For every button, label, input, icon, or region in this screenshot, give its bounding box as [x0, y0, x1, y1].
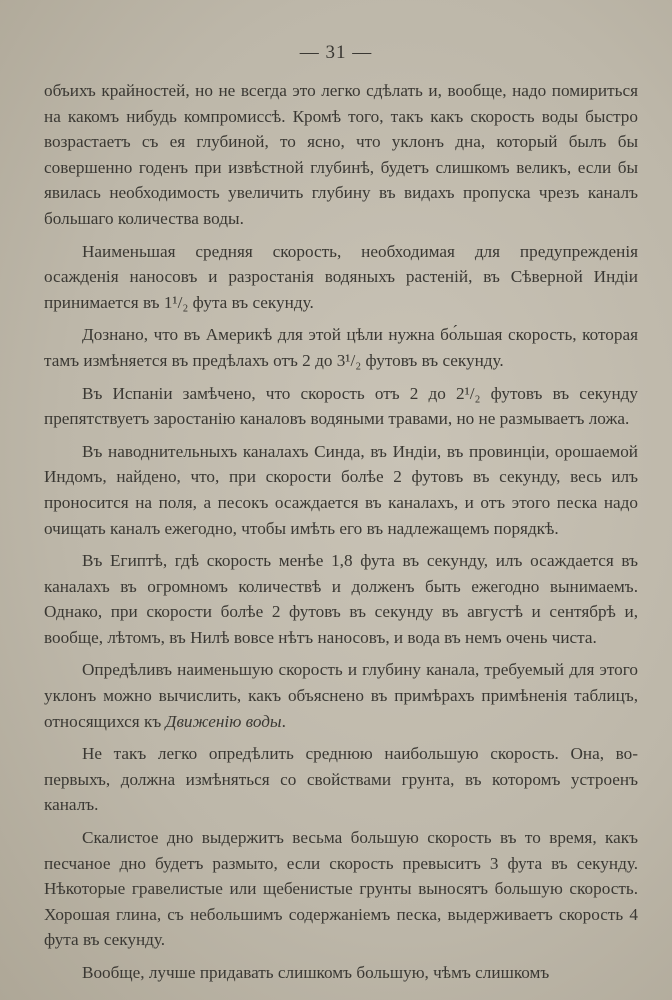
italic-trailer: .: [281, 711, 286, 731]
paragraph-3: Дознано, что въ Америкѣ для этой цѣли нужна бо́льшая скорость, которая тамъ измѣняется въ предѣлахъ отъ 2 до 3¹/₂ футовъ въ секунду.: [44, 325, 638, 370]
page-number: — 31 —: [299, 42, 373, 63]
paragraph-2: Наименьшая средняя скорость, необходимая для предупрежденія осажденія наносовъ и разростанія водяныхъ растеній, въ Сѣверной Индіи принимается въ 1¹/₂ фута въ секунду.: [44, 241, 638, 312]
paragraph-9: Скалистое дно выдержитъ весьма большую скорость въ то время, какъ песчаное дно будетъ размыто, если скорость превыситъ 3 фута въ секунду. Нѣкоторые гравелистые или щебенистые грунты выносятъ большую скорость. Хорошая глина, съ небольшимъ содержаніемъ песка, выдерживаетъ скорость 4 фута въ секунду.: [44, 828, 638, 950]
paragraph-6: Въ Египтѣ, гдѣ скорость менѣе 1,8 фута въ секунду, илъ осаждается въ каналахъ въ огромномъ количествѣ и долженъ быть ежегодно вынимаемъ. Однако, при скорости болѣе 2 футовъ въ секунду въ августѣ и сентябрѣ и, вообще, лѣтомъ, въ Нилѣ вовсе нѣтъ наносовъ, и вода въ немъ очень чиста.: [44, 551, 638, 647]
paragraph-1: объихъ крайностей, но не всегда это легко сдѣлать и, вообще, надо помириться на какомъ нибудь компромиссѣ. Кромѣ того, такъ какъ скорость воды быстро возрастаетъ съ ея глубиной, то ясно, что уклонъ дна, который былъ бы совершенно годенъ при извѣстной глубинѣ, будетъ слишкомъ великъ, если бы явилась необходимость увеличить глубину въ видахъ пропуска чрезъ каналъ большаго количества воды.: [44, 81, 638, 228]
paragraph-10: Вообще, лучше придавать слишкомъ большую, чѣмъ слишкомъ: [82, 963, 550, 982]
paragraph-7: [44, 657, 638, 734]
paragraph-5: Въ наводнительныхъ каналахъ Синда, въ Индіи, въ провинціи, орошаемой Индомъ, найдено, что, при скорости болѣе 2 футовъ въ секунду, весь илъ проносится на поля, а песокъ осаждается въ каналахъ, и отъ этого песка надо очищать каналъ ежегодно, чтобы имѣть его въ надлежащемъ порядкѣ.: [44, 441, 638, 538]
italic-reference: Движенію воды: [165, 711, 282, 731]
paragraph-7-text: Опредѣливъ наименьшую скорость и глубину канала, требуемый для этого уклонъ можно вычислить, какъ объяснено въ примѣрахъ примѣненія таблицъ, относящихся къ: [44, 660, 638, 731]
paragraph-8: Не такъ легко опредѣлить среднюю наибольшую скорость. Она, во-первыхъ, должна измѣняться со свойствами грунта, въ которомъ устроенъ каналъ.: [44, 744, 638, 815]
paragraph-4: Въ Испаніи замѣчено, что скорость отъ 2 до 2¹/₂ футовъ въ секунду препятствуетъ заростанію каналовъ водяными травами, но не размываетъ ложа.: [44, 383, 638, 429]
body-text: [44, 78, 638, 986]
